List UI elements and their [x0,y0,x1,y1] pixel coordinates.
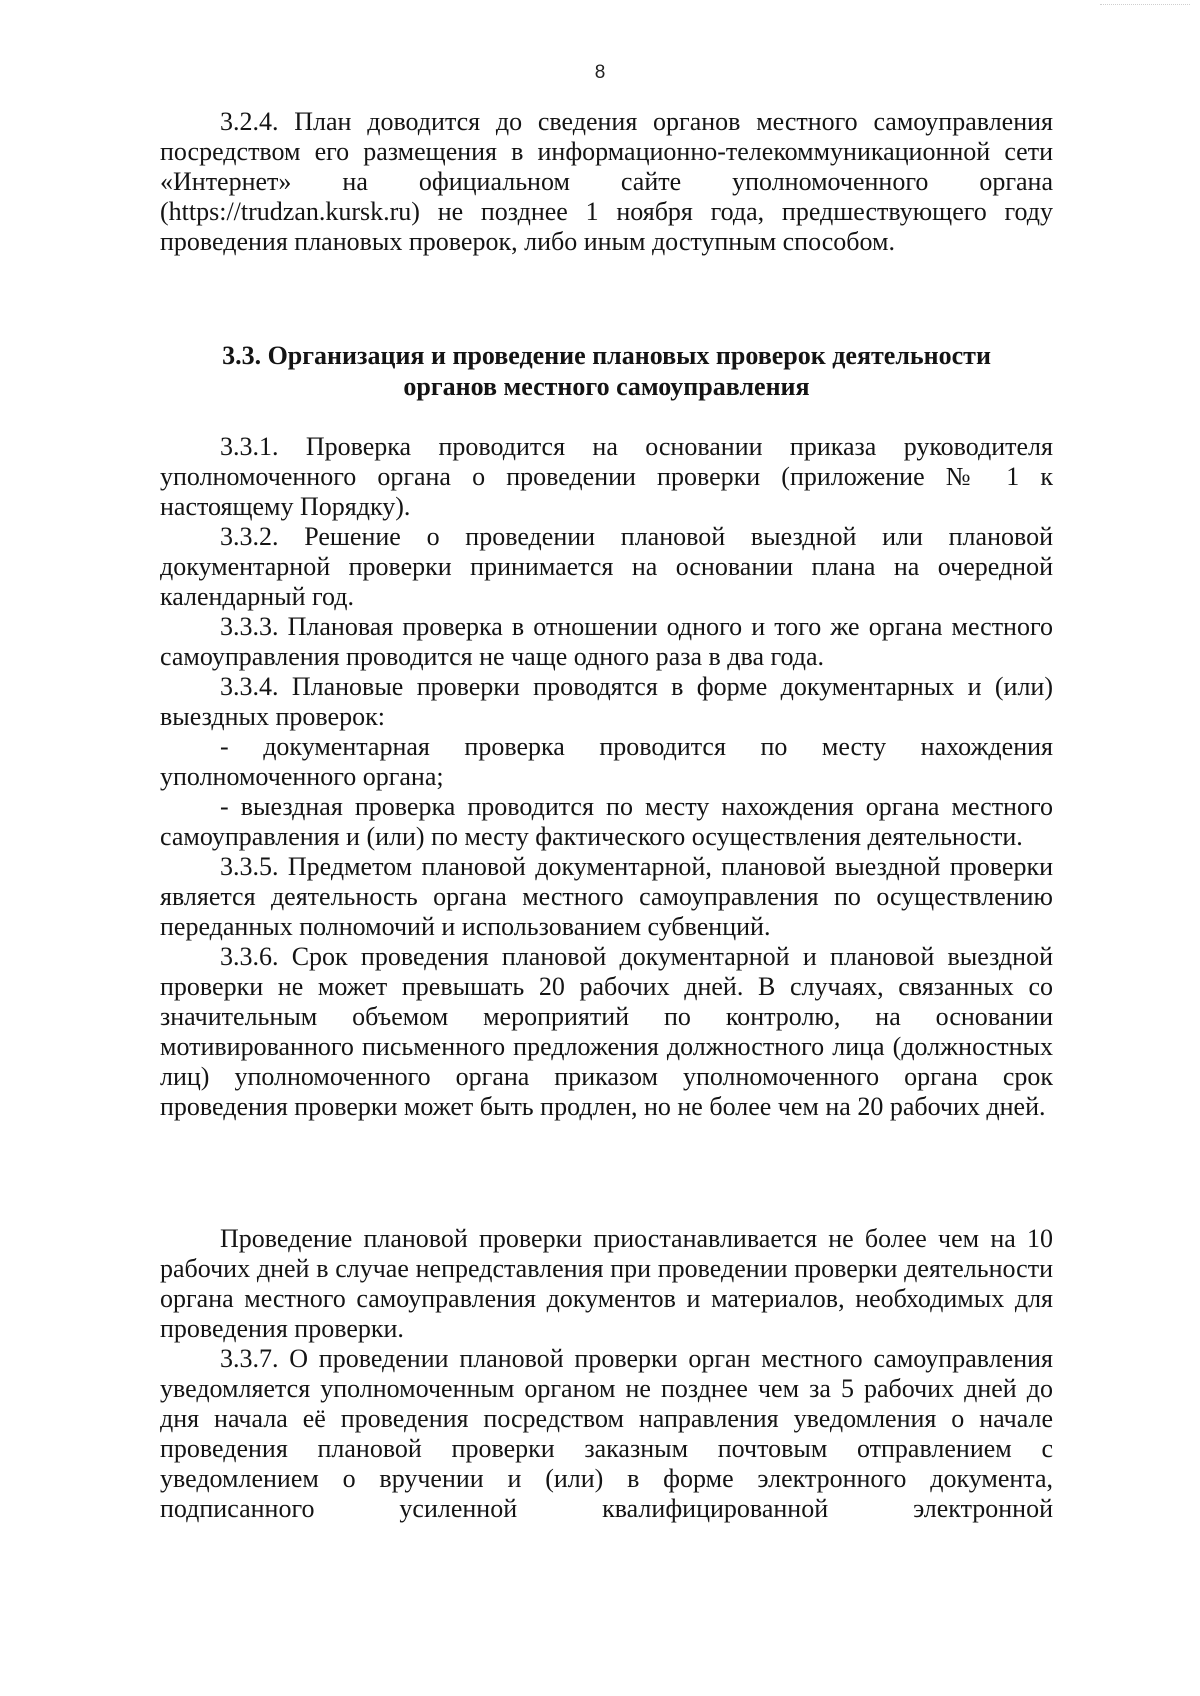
paragraph-3-3-6: 3.3.6. Срок проведения плановой документарной и плановой выездной проверки не может превышать 20 рабочих дней. В случаях, связанных со значительным объемом мероприятий по контролю, на основании мотивированного письменного предложения должностного лица (должностных лиц) уполномоченного органа приказом уполномоченного органа срок проведения проверки может быть продлен, но не более чем на 20 рабочих дней. [160,942,1053,1121]
section-3-3-body [160,432,1053,1122]
section-heading-line-1: 3.3. Организация и проведение плановых проверок деятельности [222,341,991,370]
paragraph-3-3-3: 3.3.3. Плановая проверка в отношении одного и того же органа местного самоуправления проводится не чаще одного раза в два года. [160,612,1053,671]
section-heading-3-3 [160,340,1053,402]
list-item-onsite-check: - выездная проверка проводится по месту нахождения органа местного самоуправления и (или) по месту фактического осуществления деятельности. [160,792,1053,851]
scan-edge-mark [1100,0,1190,5]
paragraph-3-3-4: 3.3.4. Плановые проверки проводятся в форме документарных и (или) выездных проверок: [160,672,1053,731]
section-3-2-4-block [160,107,1053,257]
paragraph-3-3-7: 3.3.7. О проведении плановой проверки орган местного самоуправления уведомляется уполномоченным органом не позднее чем за 5 рабочих дней до дня начала её проведения посредством направления уведомления о начале проведения плановой проверки заказным почтовым отправлением с уведомлением о вручении и (или) в форме электронного документа, подписанного усиленной квалифицированной электронной [160,1344,1053,1523]
paragraph-suspension: Проведение плановой проверки приостанавливается не более чем на 10 рабочих дней в случае непредставления при проведении проверки деятельности органа местного самоуправления документов и материалов, необходимых для проведения проверки. [160,1224,1053,1343]
paragraph-3-3-1: 3.3.1. Проверка проводится на основании приказа руководителя уполномоченного органа о проведении проверки (приложение № 1 к настоящему Порядку). [160,432,1053,521]
page-number: 8 [594,62,606,83]
section-3-3-body-continued [160,1224,1053,1524]
paragraph-3-2-4: 3.2.4. План доводится до сведения органов местного самоуправления посредством его размещения в информационно-телекоммуникационной сети «Интернет» на официальном сайте уполномоченного органа (https://trudzan.kursk.ru) не позднее 1 ноября года, предшествующего году проведения плановых проверок, либо иным доступным способом. [160,107,1053,256]
section-heading-line-2: органов местного самоуправления [403,372,810,401]
list-item-documentary-check: - документарная проверка проводится по месту нахождения уполномоченного органа; [160,732,1053,791]
paragraph-3-3-2: 3.3.2. Решение о проведении плановой выездной или плановой документарной проверки принимается на основании плана на очередной календарный год. [160,522,1053,611]
paragraph-3-3-5: 3.3.5. Предметом плановой документарной, плановой выездной проверки является деятельность органа местного самоуправления по осуществлению переданных полномочий и использованием субвенций. [160,852,1053,941]
